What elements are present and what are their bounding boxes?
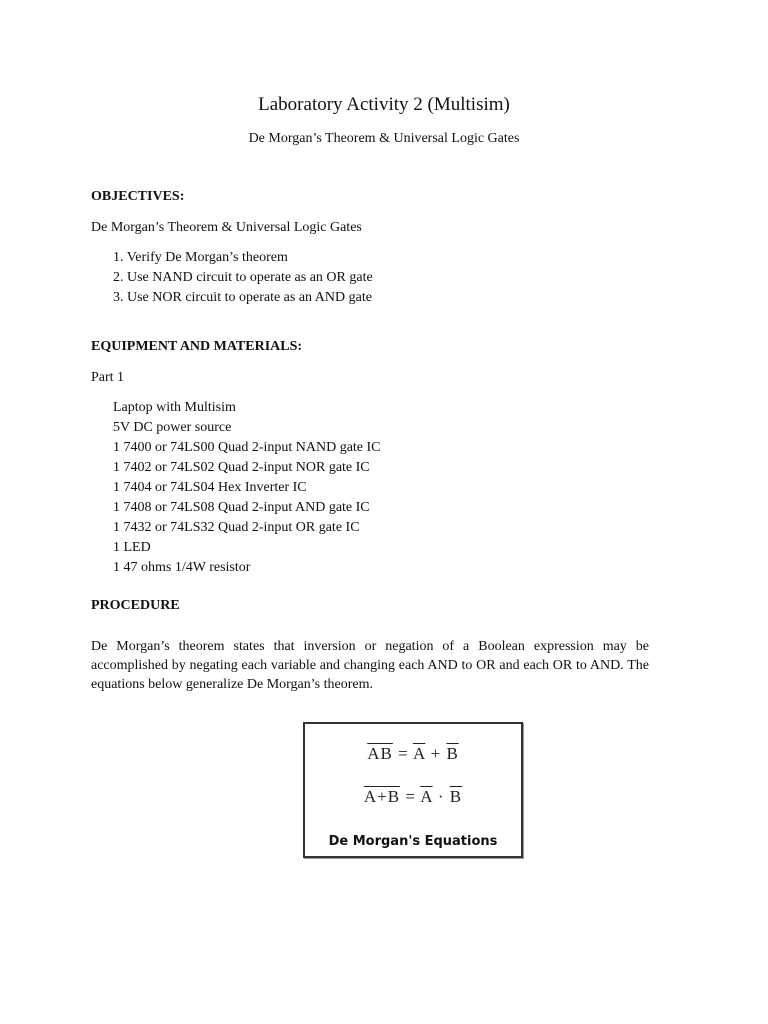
list-item: 1 7408 or 74LS08 Quad 2-input AND gate IC	[113, 500, 370, 515]
list-item: 1 7404 or 74LS04 Hex Inverter IC	[113, 480, 307, 495]
list-item: 1 7400 or 74LS00 Quad 2-input NAND gate IC	[113, 440, 381, 455]
equation-1-a: $\overline{A}$	[413, 744, 426, 763]
equation-1-lhs: $\overline{AB}$	[367, 744, 393, 763]
objectives-list	[113, 248, 373, 308]
list-item: 5V DC power source	[113, 420, 232, 435]
equipment-heading: EQUIPMENT AND MATERIALS:	[91, 339, 303, 354]
list-item: 2. Use NAND circuit to operate as an OR gate	[113, 270, 373, 285]
list-item: 1 7402 or 74LS02 Quad 2-input NOR gate IC	[113, 460, 370, 475]
list-item: 1 47 ohms 1/4W resistor	[113, 560, 251, 575]
equation-2-b: $\overline{B}$	[449, 787, 463, 806]
figure-caption: De Morgan's Equations	[328, 834, 498, 849]
equation-2-equals: =	[405, 787, 416, 806]
objectives-intro: De Morgan’s Theorem & Universal Logic Gates	[91, 220, 362, 235]
procedure-heading: PROCEDURE	[91, 598, 180, 613]
equation-2-lhs: A+B	[363, 787, 401, 806]
list-item: 1 7432 or 74LS32 Quad 2-input OR gate IC	[113, 520, 360, 535]
list-item: 3. Use NOR circuit to operate as an AND gate	[113, 290, 372, 305]
equation-1-operator: +	[430, 744, 442, 763]
equation-1	[305, 744, 521, 764]
procedure-paragraph: De Morgan’s theorem states that inversion or negation of a Boolean expression may be accomplished by negating each variable and changing each AND to OR and each OR to AND. The equations below generalize De Morgan’s theorem.	[91, 639, 649, 692]
equation-2-a: $\overline{A}$	[420, 787, 433, 806]
list-item: 1. Verify De Morgan’s theorem	[113, 250, 288, 265]
list-item: Laptop with Multisim	[113, 400, 236, 415]
equipment-part-label: Part 1	[91, 370, 125, 385]
list-item: 1 LED	[113, 540, 151, 555]
objectives-heading: OBJECTIVES:	[91, 189, 185, 204]
equipment-list	[113, 398, 381, 578]
de-morgan-equations-figure	[303, 722, 523, 858]
document-subtitle: De Morgan’s Theorem & Universal Logic Gates	[248, 131, 520, 146]
document-title: Laboratory Activity 2 (Multisim)	[258, 94, 510, 115]
equation-1-b: $\overline{B}$	[446, 744, 459, 763]
equation-2	[305, 787, 521, 807]
equation-2-operator: ·	[437, 787, 445, 806]
equation-1-equals: =	[398, 744, 409, 763]
